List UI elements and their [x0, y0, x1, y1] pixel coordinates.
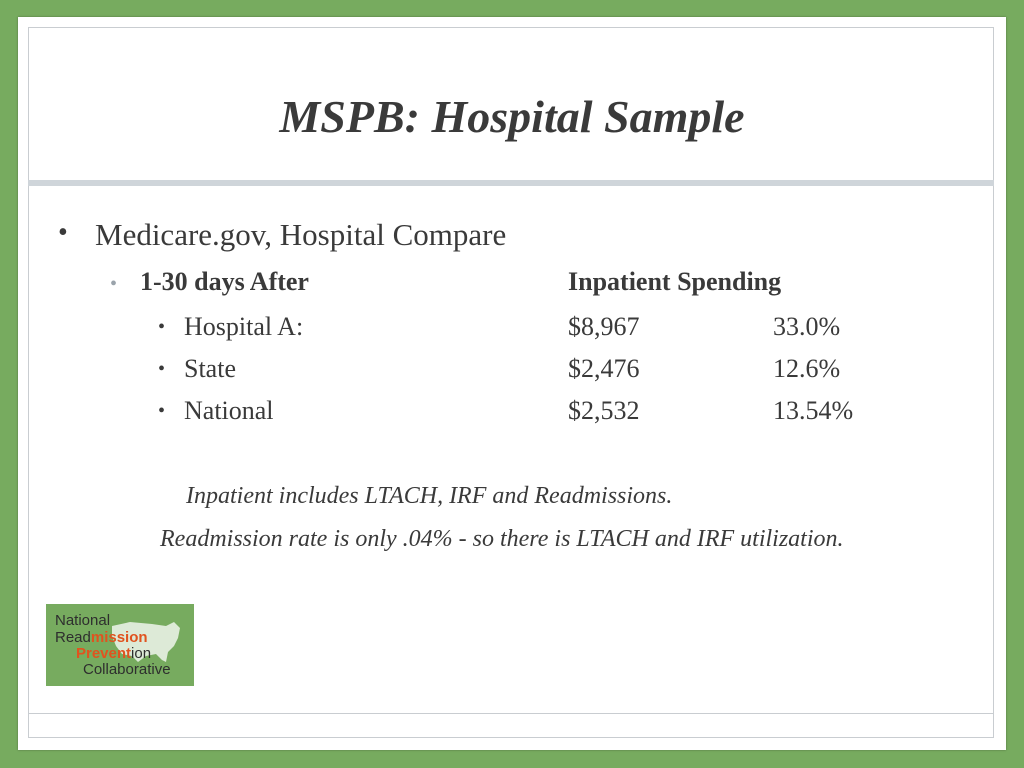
- header-label: 1-30 days After: [140, 267, 309, 296]
- logo-line3: [76, 646, 151, 661]
- footer-divider: [28, 713, 994, 714]
- bullet-icon: •: [158, 400, 166, 422]
- logo-line2: [55, 630, 148, 645]
- bullet-icon: •: [58, 217, 68, 248]
- bullet-icon: •: [110, 273, 118, 295]
- row-label: State: [184, 354, 236, 383]
- header-column: Inpatient Spending: [568, 267, 782, 296]
- bullet-level1-text: Medicare.gov, Hospital Compare: [95, 217, 507, 252]
- logo-line4: Collaborative: [83, 661, 171, 678]
- row-label: National: [184, 396, 274, 425]
- slide-title: MSPB: Hospital Sample: [279, 91, 745, 142]
- row-label: Hospital A:: [184, 312, 304, 341]
- logo-line2-a: Read: [55, 629, 91, 646]
- bullet-icon: •: [158, 358, 166, 380]
- row-amount: $2,532: [568, 396, 640, 425]
- title-divider: [28, 180, 994, 186]
- row-amount: $8,967: [568, 312, 640, 341]
- note-line: Readmission rate is only .04% - so there is LTACH and IRF utilization.: [160, 526, 844, 552]
- row-percent: 12.6%: [773, 354, 841, 383]
- nrpc-logo: [46, 604, 194, 686]
- note-line: Inpatient includes LTACH, IRF and Readmissions.: [186, 483, 673, 509]
- row-percent: 13.54%: [773, 396, 854, 425]
- row-amount: $2,476: [568, 354, 640, 383]
- logo-line2-b: mission: [90, 629, 148, 646]
- slide: [18, 17, 1006, 750]
- bullet-icon: •: [158, 316, 166, 338]
- logo-line3-a: Prevent: [76, 645, 132, 662]
- logo-line3-b: ion: [131, 645, 152, 662]
- logo-line1: National: [55, 612, 111, 629]
- row-percent: 33.0%: [773, 312, 841, 341]
